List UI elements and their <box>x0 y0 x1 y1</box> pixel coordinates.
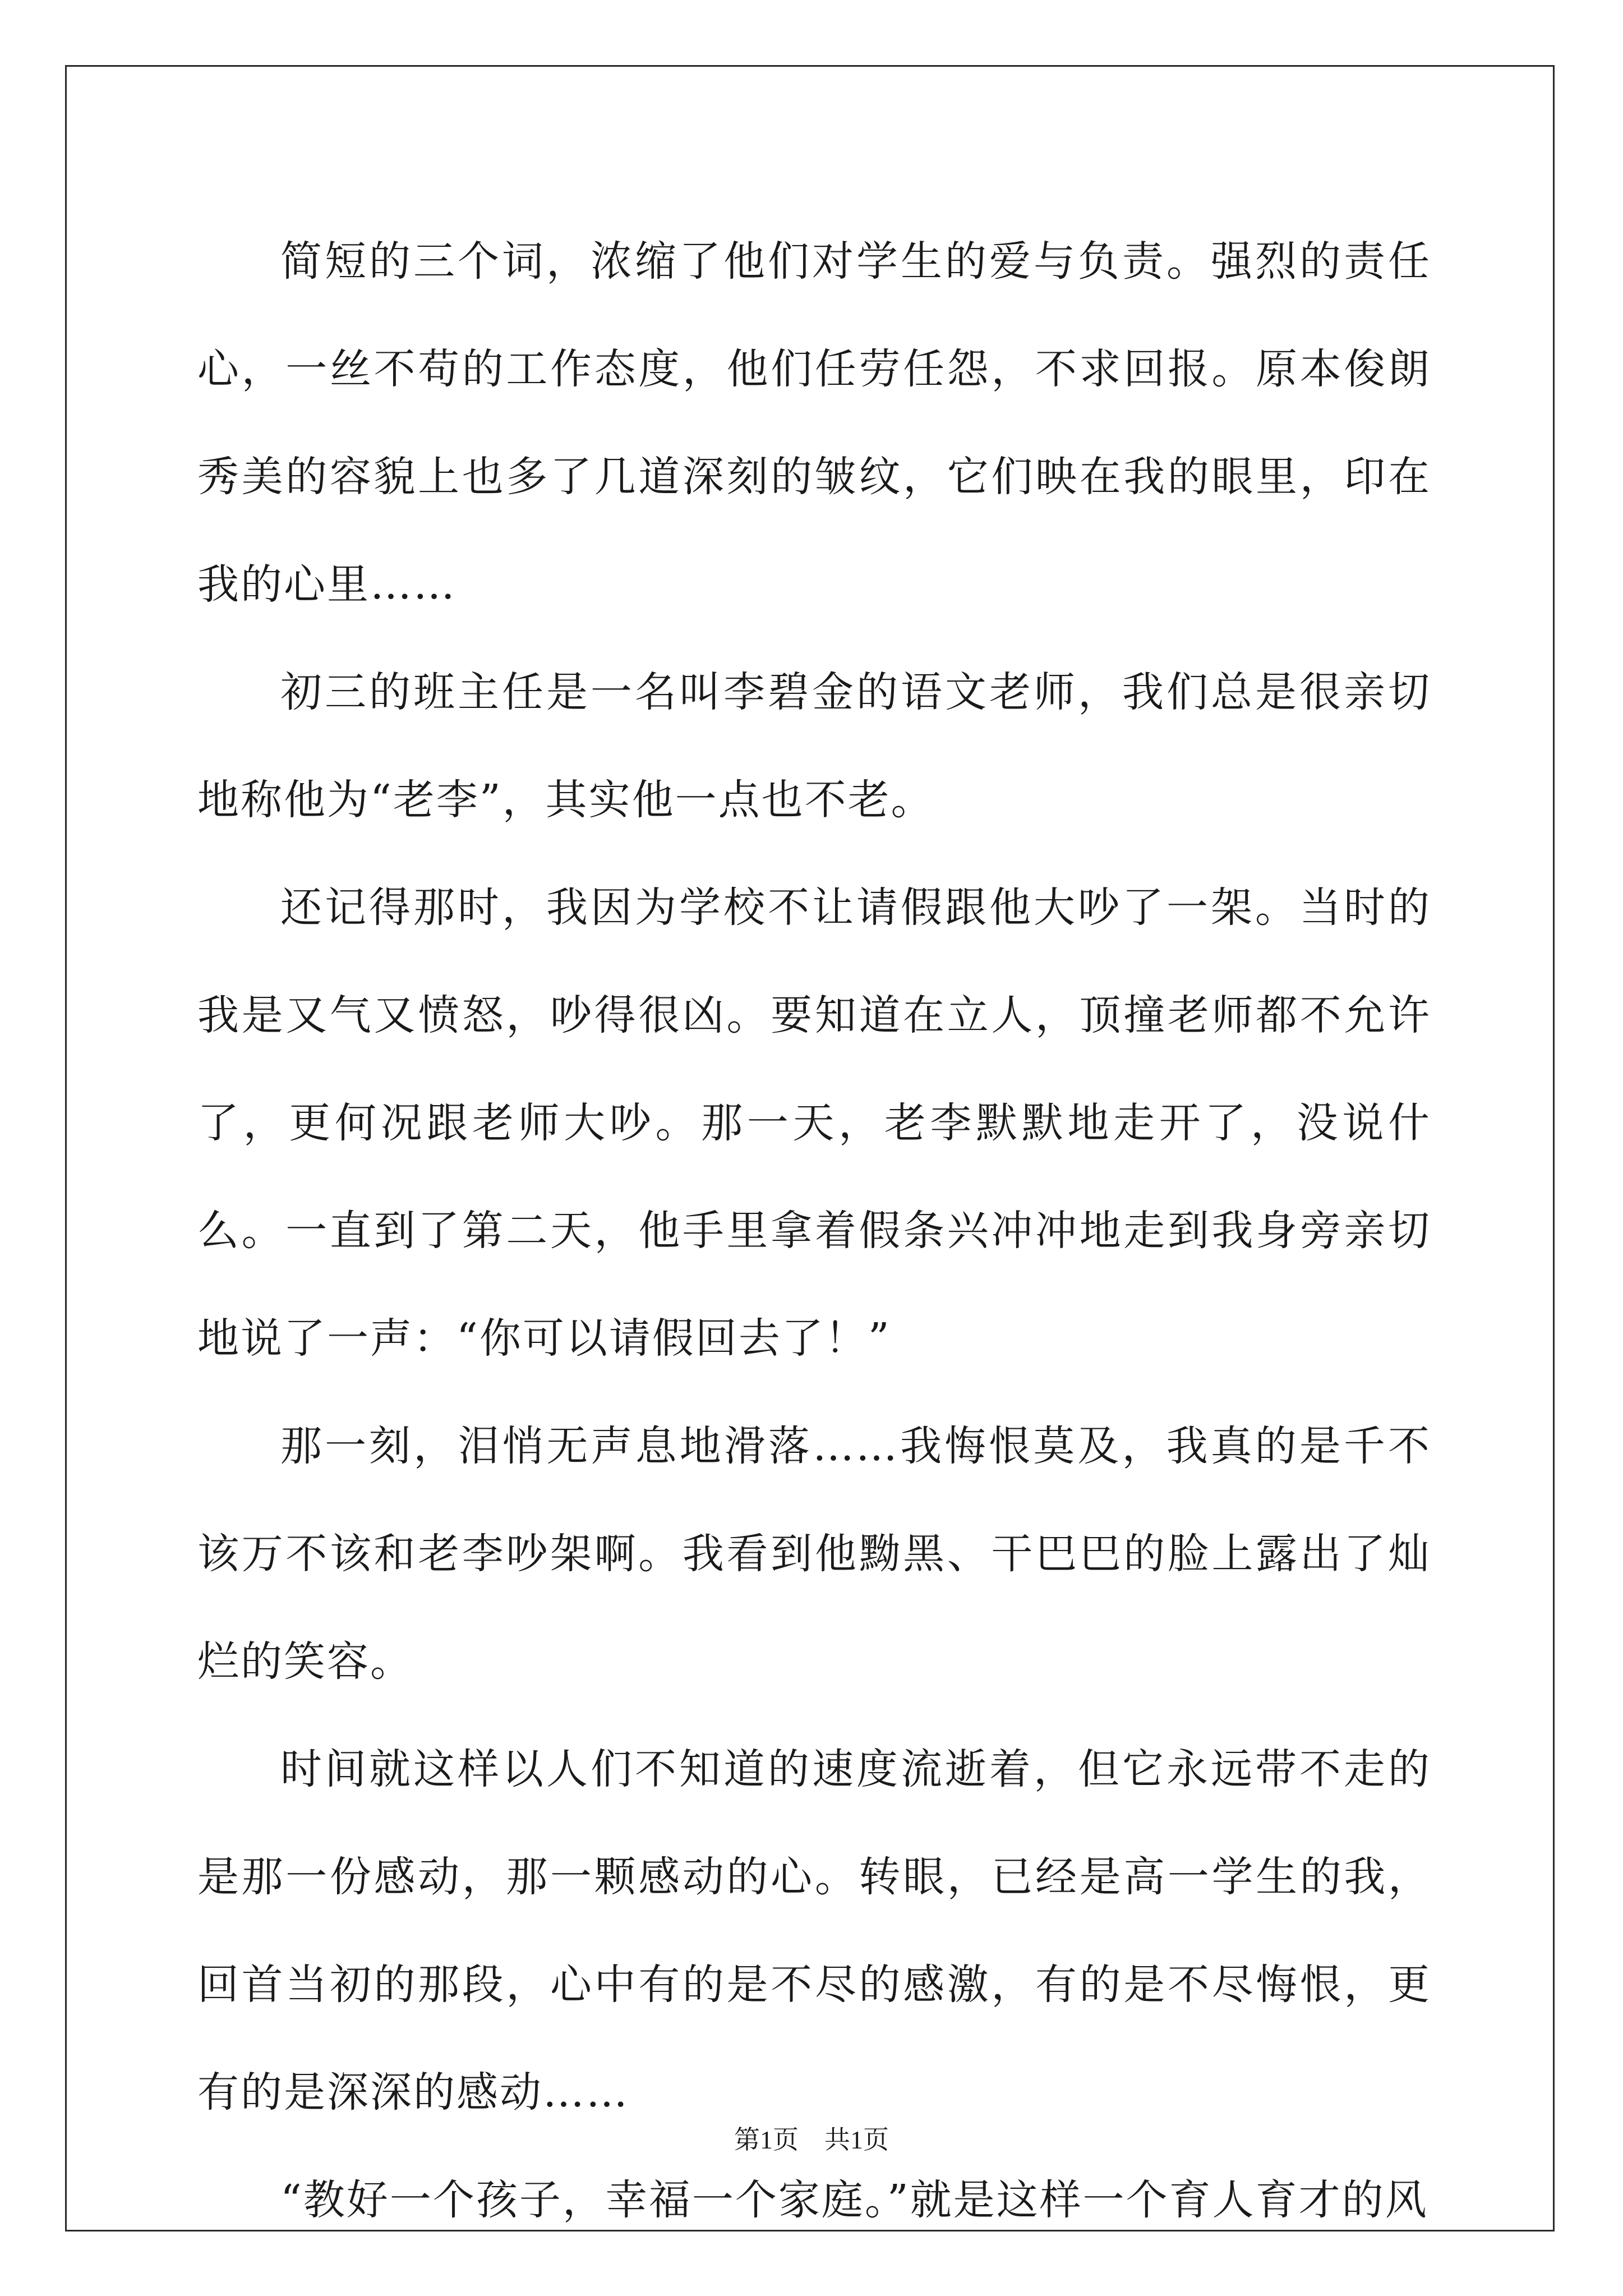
paragraph: 初三的班主任是一名叫李碧金的语文老师，我们总是很亲切地称他为“老李”，其实他一点也不老。 <box>197 668 1431 824</box>
page-footer <box>0 2123 1623 2157</box>
paragraph: “教好一个孩子，幸福一个家庭。”就是这样一个育人育才的风 <box>280 2176 1428 2224</box>
paragraph: 那一刻，泪悄无声息地滑落……我悔恨莫及，我真的是千不该万不该和老李吵架啊。我看到他黝黑、干巴巴的脸上露出了灿烂的笑容。 <box>197 1422 1431 1686</box>
page-number: 第1页 共1页 <box>734 2125 889 2154</box>
paragraph: 时间就这样以人们不知道的速度流逝着，但它永远带不走的是那一份感动，那一颗感动的心。转眼，已经是高一学生的我，回首当初的那段，心中有的是不尽的感激，有的是不尽悔恨，更有的是深深的感动…… <box>197 1745 1431 2116</box>
paragraph: 简短的三个词，浓缩了他们对学生的爱与负责。强烈的责任心，一丝不苟的工作态度，他们任劳任怨，不求回报。原本俊朗秀美的容貌上也多了几道深刻的皱纹，它们映在我的眼里，印在我的心里…… <box>197 237 1431 609</box>
document-body <box>197 208 1431 2254</box>
paragraph: 还记得那时，我因为学校不让请假跟他大吵了一架。当时的我是又气又愤怒，吵得很凶。要知道在立人，顶撞老师都不允许了，更何况跟老师大吵。那一天，老李默默地走开了，没说什么。一直到了第二天，他手里拿着假条兴冲冲地走到我身旁亲切地说了一声：“你可以请假回去了！” <box>197 884 1431 1363</box>
